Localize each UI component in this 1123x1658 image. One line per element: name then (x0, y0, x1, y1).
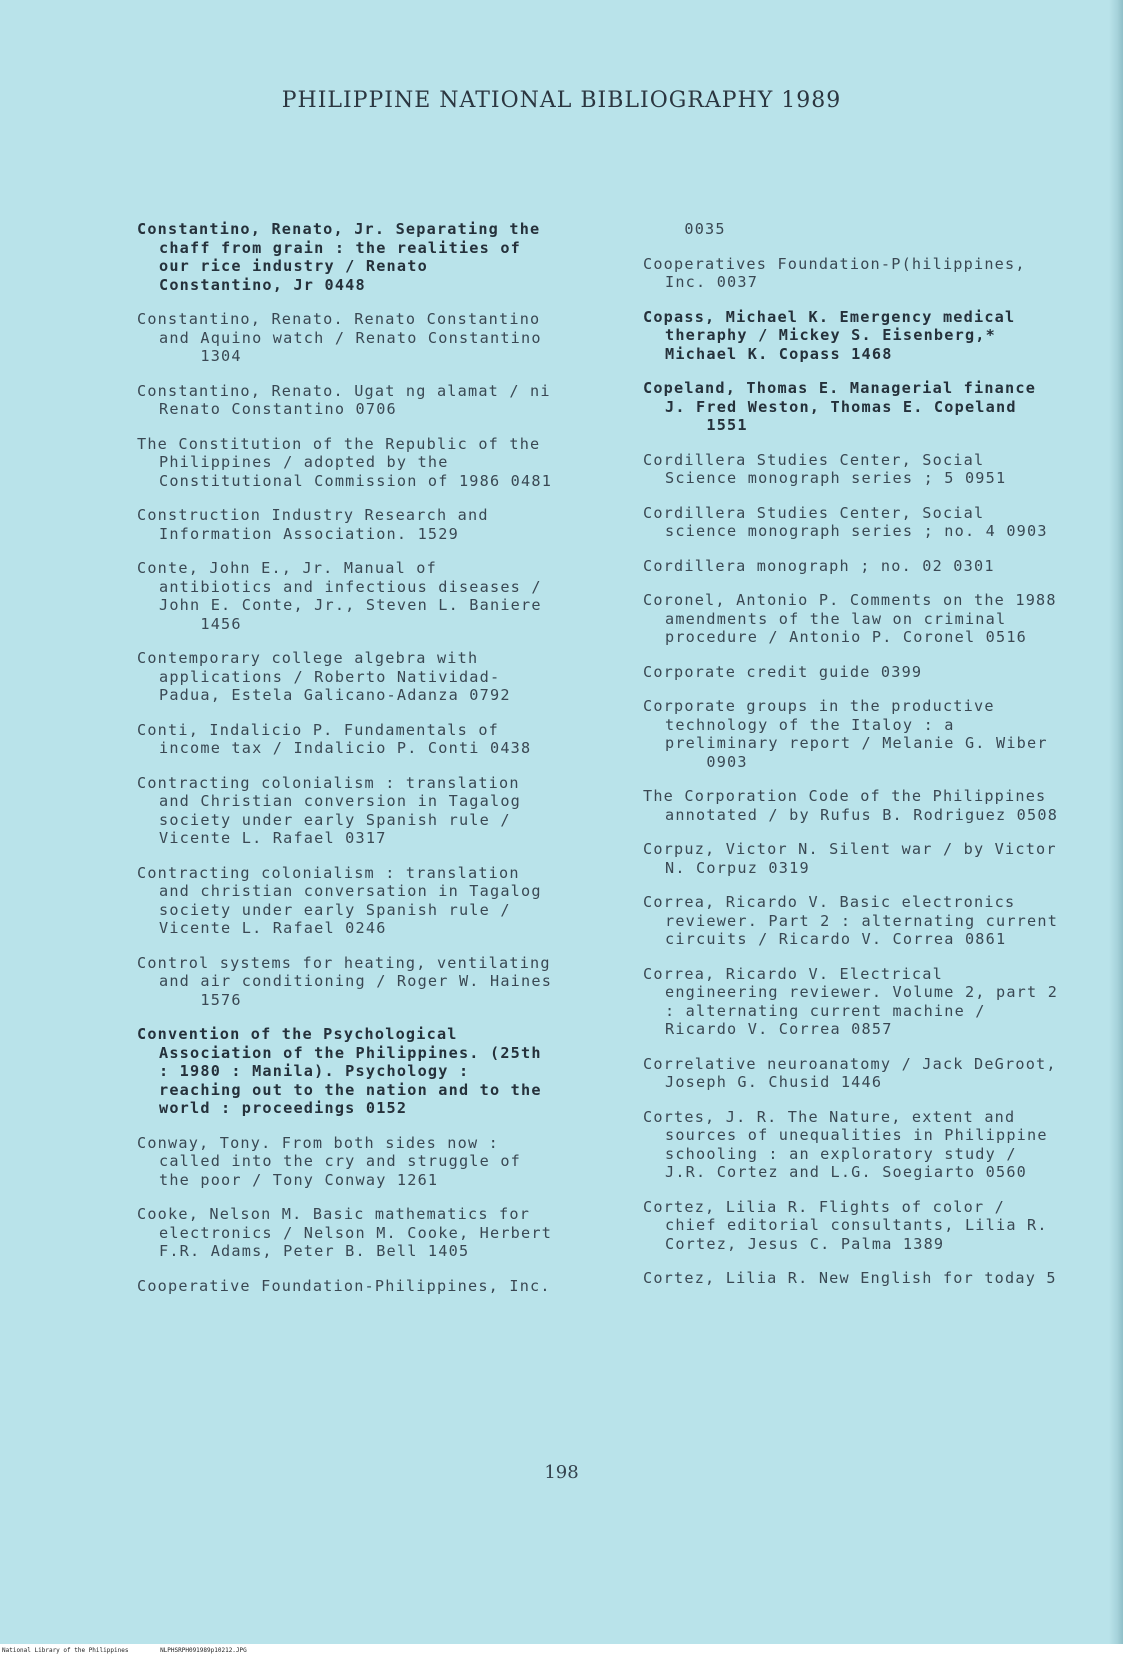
bibliography-entry: Convention of the Psychological Association of the Philippines. (25th : 1980 : Manila). Psychology : reaching out to the nation and to the world : proceedings 0152 (137, 1025, 542, 1117)
bibliography-entry: Cooperatives Foundation-P(hilippines, Inc. 0037 (643, 254, 1026, 291)
right-column (643, 220, 1113, 1288)
page-number: 198 (544, 1462, 579, 1483)
bibliography-entry: Copeland, Thomas E. Managerial finance J. Fred Weston, Thomas E. Copeland 1551 (643, 379, 1037, 434)
bibliography-entry: Constantino, Renato. Renato Constantino and Aquino watch / Renato Constantino 1304 (137, 310, 542, 365)
scan-filename: NLPHSRPH091989p10212.JPG (160, 1647, 247, 1654)
bibliography-entry: Constantino, Renato. Ugat ng alamat / ni Renato Constantino 0706 (137, 381, 551, 418)
bibliography-entry: Correlative neuroanatomy / Jack DeGroot, Joseph G. Chusid 1446 (643, 1054, 1057, 1091)
bibliography-entry: The Constitution of the Republic of the Philippines / adopted by the Constitutional Commission of 1986 0481 (137, 434, 553, 490)
bibliography-entry: Constantino, Renato, Jr. Separating the chaff from grain : the realities of our rice industry / Renato Constantino, Jr 0448 (137, 220, 541, 294)
bibliography-entry: Contemporary college algebra with applications / Roberto Natividad- Padua, Estela Galicano-Adanza 0792 (137, 649, 511, 704)
bibliography-entry: Contracting colonialism : translation and christian conversation in Tagalog society under early Spanish rule / Vicente L. Rafael 0246 (137, 863, 542, 937)
bibliography-entry: Cortes, J. R. The Nature, extent and sources of unequalities in Philippine schooling : an exploratory study / J.R. Cortez and L.G. Soegiarto 0560 (643, 1107, 1048, 1181)
bibliography-entry: Cooperative Foundation-Philippines, Inc. (137, 1276, 551, 1295)
page-title: PHILIPPINE NATIONAL BIBLIOGRAPHY 1989 (281, 88, 842, 113)
bibliography-entry: Corporate groups in the productive technology of the Italoy : a preliminary report / Melanie G. Wiber 0903 (643, 697, 1048, 771)
bibliography-entry: Cortez, Lilia R. New English for today 5 (643, 1269, 1057, 1287)
bibliography-entry: Cordillera Studies Center, Social Science monograph series ; 5 0951 (643, 450, 1007, 487)
bibliography-entry: Conte, John E., Jr. Manual of antibiotics and infectious diseases / John E. Conte, Jr., Steven L. Baniere 1456 (137, 559, 542, 633)
bibliography-entry: Copass, Michael K. Emergency medical theraphy / Mickey S. Eisenberg,* Michael K. Copass 1468 (643, 307, 1016, 363)
bibliography-entry: Correa, Ricardo V. Basic electronics reviewer. Part 2 : alternating current circuits / Ricardo V. Correa 0861 (643, 893, 1059, 948)
bibliography-entry: Correa, Ricardo V. Electrical engineering reviewer. Volume 2, part 2 : alternating current machine / Ricardo V. Correa 0857 (643, 964, 1059, 1038)
bibliography-entry: Cordillera Studies Center, Social science monograph series ; no. 4 0903 (643, 503, 1048, 540)
bibliography-entry: Contracting colonialism : translation and Christian conversion in Tagalog society under early Spanish rule / Vicente L. Rafael 0317 (137, 773, 522, 847)
bibliography-entry: Cordillera monograph ; no. 02 0301 (643, 556, 995, 575)
bibliography-entry: Construction Industry Research and Information Association. 1529 (137, 506, 489, 543)
bibliography-entry: Corporate credit guide 0399 (643, 662, 923, 681)
bibliography-entry: The Corporation Code of the Philippines annotated / by Rufus B. Rodriguez 0508 (643, 787, 1059, 824)
bibliography-entry: Coronel, Antonio P. Comments on the 1988 amendments of the law on criminal procedure / Antonio P. Coronel 0516 (643, 591, 1057, 646)
bibliography-entry: Corpuz, Victor N. Silent war / by Victor N. Corpuz 0319 (643, 840, 1057, 877)
bibliography-entry: Cooke, Nelson M. Basic mathematics for electronics / Nelson M. Cooke, Herbert F.R. Adams, Peter B. Bell 1405 (137, 1205, 553, 1260)
library-credit: National Library of the Philippines (2, 1647, 129, 1654)
bibliography-entry: Conti, Indalicio P. Fundamentals of income tax / Indalicio P. Conti 0438 (137, 720, 532, 757)
bibliography-entry: Control systems for heating, ventilating and air conditioning / Roger W. Haines 1576 (137, 953, 553, 1009)
left-column (137, 220, 607, 1295)
bibliography-entry: Conway, Tony. From both sides now : called into the cry and struggle of the poor / Tony Conway 1261 (137, 1133, 522, 1189)
bibliography-entry: Cortez, Lilia R. Flights of color / chief editorial consultants, Lilia R. Cortez, Jesus C. Palma 1389 (643, 1197, 1048, 1253)
bibliography-entry: 0035 (643, 220, 726, 238)
scan-footer (0, 1644, 1123, 1658)
